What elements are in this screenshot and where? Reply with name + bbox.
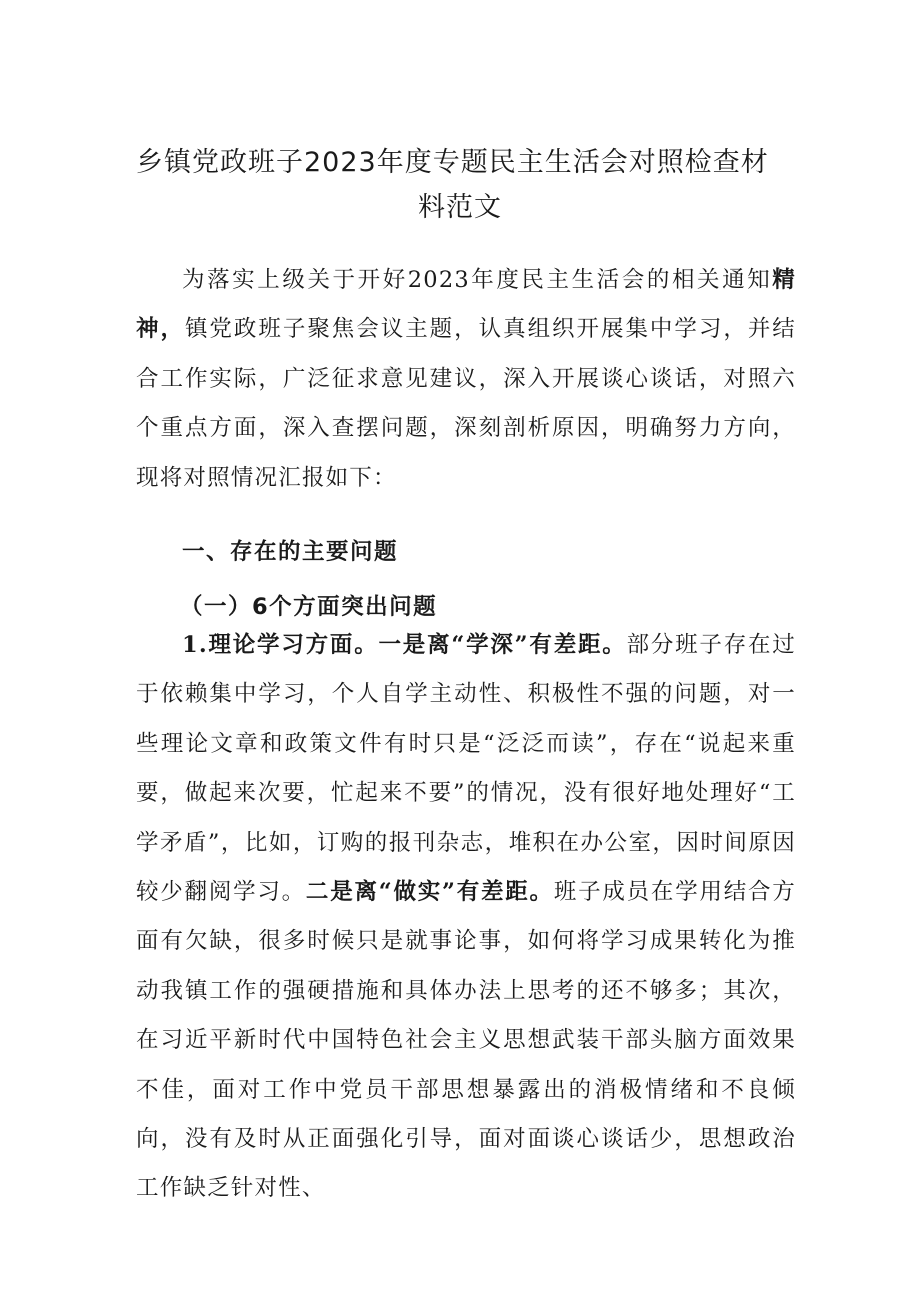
item1-paragraph <box>136 621 796 1214</box>
intro-paragraph <box>136 256 796 503</box>
item1-text-b: 班子成员在学用结合方面有欠缺，很多时候只是就事论事，如何将学习成果转化为推动我镇工作的强硬措施和具体办法上思考的还不够多；其次，在习近平新时代中国特色社会主义思想武装干部头脑方面效果不佳，面对工作中党员干部思想暴露出的消极情绪和不良倾向，没有及时从正面强化引导，面对面谈心谈话少，思想政治工作缺乏针对性、 <box>136 879 796 1202</box>
document-title-line-1: 乡镇党政班子2023年度专题民主生活会对照检查材 <box>136 147 769 178</box>
item1-lead-bold: 1.理论学习方面。一是离“学深”有差距。 <box>182 632 627 658</box>
intro-text-bold: 精神， <box>136 267 796 343</box>
subsection-heading: （一）6个方面突出问题 <box>180 594 438 620</box>
intro-text-b: 镇党政班子聚焦会议主题，认真组织开展集中学习，并结合工作实际，广泛征求意见建议，深入开展谈心谈话，对照六个重点方面，深入查摆问题，深刻剖析原因，明确努力方向，现将对照情况汇报如下： <box>136 316 796 491</box>
section-heading: 一、存在的主要问题 <box>182 539 399 565</box>
document-title-line-2: 料范文 <box>418 192 502 223</box>
item1-mid-bold: 二是离“做实”有差距。 <box>305 879 554 906</box>
item1-text-a: 部分班子存在过于依赖集中学习，个人自学主动性、积极性不强的问题，对一些理论文章和政策文件有时只是“泛泛而读”，存在“说起来重要，做起来次要，忙起来不要”的情况，没有很好地处理好“工学矛盾”，比如，订购的报刊杂志，堆积在办公室，因时间原因较少翻阅学习。 <box>136 632 796 906</box>
intro-text-a: 为落实上级关于开好2023年度民主生活会的相关通知 <box>182 267 773 293</box>
